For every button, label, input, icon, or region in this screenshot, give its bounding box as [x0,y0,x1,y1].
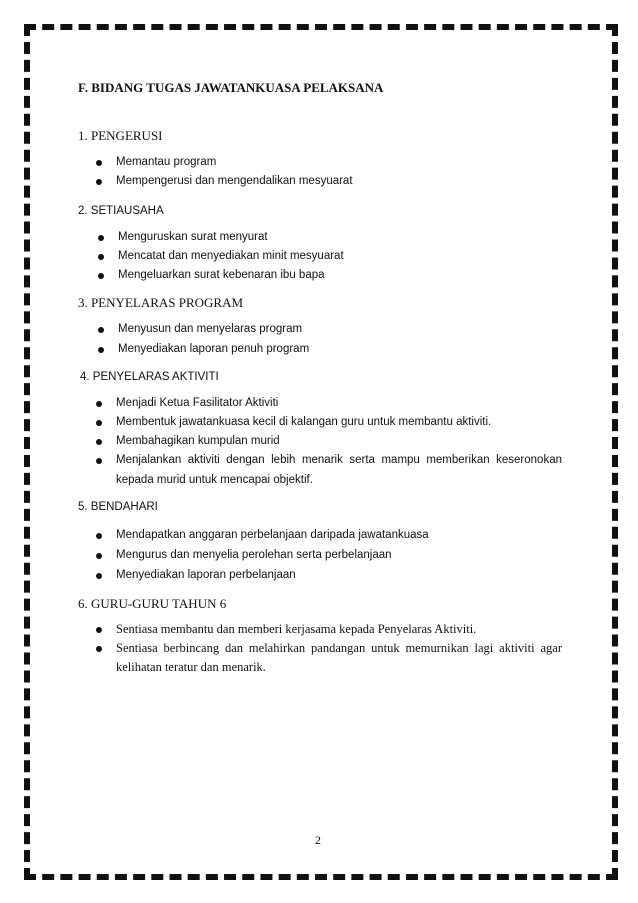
list-item: Mengurus dan menyelia perolehan serta perbelanjaan [116,549,392,561]
heading-guru-guru: 6. GURU-GURU TAHUN 6 [78,596,227,611]
bullet-icon [96,627,102,633]
heading-penyelaras-program: 3. PENYELARAS PROGRAM [78,295,244,310]
bullet-icon [96,420,102,426]
list-item: Mencatat dan menyediakan minit mesyuarat [118,250,344,262]
bullet-icon [96,646,102,652]
bullet-icon [98,254,104,260]
bullet-icon [98,273,104,279]
bullet-icon [96,573,102,579]
page-number: 2 [315,833,321,847]
list-item: Menyusun dan menyelaras program [118,323,303,335]
list-item: Mendapatkan anggaran perbelanjaan daripada jawatankuasa [116,529,429,541]
list-item: Mengeluarkan surat kebenaran ibu bapa [118,269,325,281]
list-item: Menjalankan aktiviti dengan lebih menarik serta mampu memberikan keseronokan [116,454,562,466]
bullet-icon [96,439,102,445]
list-item: Menguruskan surat menyurat [118,231,268,243]
list-item: Menyediakan laporan perbelanjaan [116,569,296,581]
bullet-icon [98,347,104,353]
section-title: F. BIDANG TUGAS JAWATANKUASA PELAKSANA [78,80,384,95]
heading-penyelaras-aktiviti: 4. PENYELARAS AKTIVITI [80,371,219,383]
list-item: Membentuk jawatankuasa kecil di kalangan guru untuk membantu aktiviti. [116,416,492,428]
bullet-icon [98,327,104,333]
list-item-continuation: kepada murid untuk mencapai objektif. [116,474,313,486]
bullet-icon [96,553,102,559]
list-item: Memantau program [116,156,217,168]
list-item: Sentiasa berbincang dan melahirkan pandangan untuk memurnikan lagi aktiviti agar [116,641,562,655]
heading-bendahari: 5. BENDAHARI [78,501,158,513]
list-item: Membahagikan kumpulan murid [116,435,280,447]
bullet-icon [96,160,102,166]
bullet-icon [96,401,102,407]
heading-pengerusi: 1. PENGERUSI [78,128,163,143]
heading-setiausaha: 2. SETIAUSAHA [78,205,164,217]
bullet-icon [98,235,104,241]
bullet-icon [96,179,102,185]
list-item: Menyediakan laporan penuh program [118,343,310,355]
list-item: Menjadi Ketua Fasilitator Aktiviti [116,397,279,409]
list-item: Sentiasa membantu dan memberi kerjasama kepada Penyelaras Aktiviti. [116,622,477,636]
list-item-continuation: kelihatan teratur dan menarik. [116,660,266,674]
bullet-icon [96,533,102,539]
bullet-icon [96,458,102,464]
list-item: Mempengerusi dan mengendalikan mesyuarat [116,175,353,187]
